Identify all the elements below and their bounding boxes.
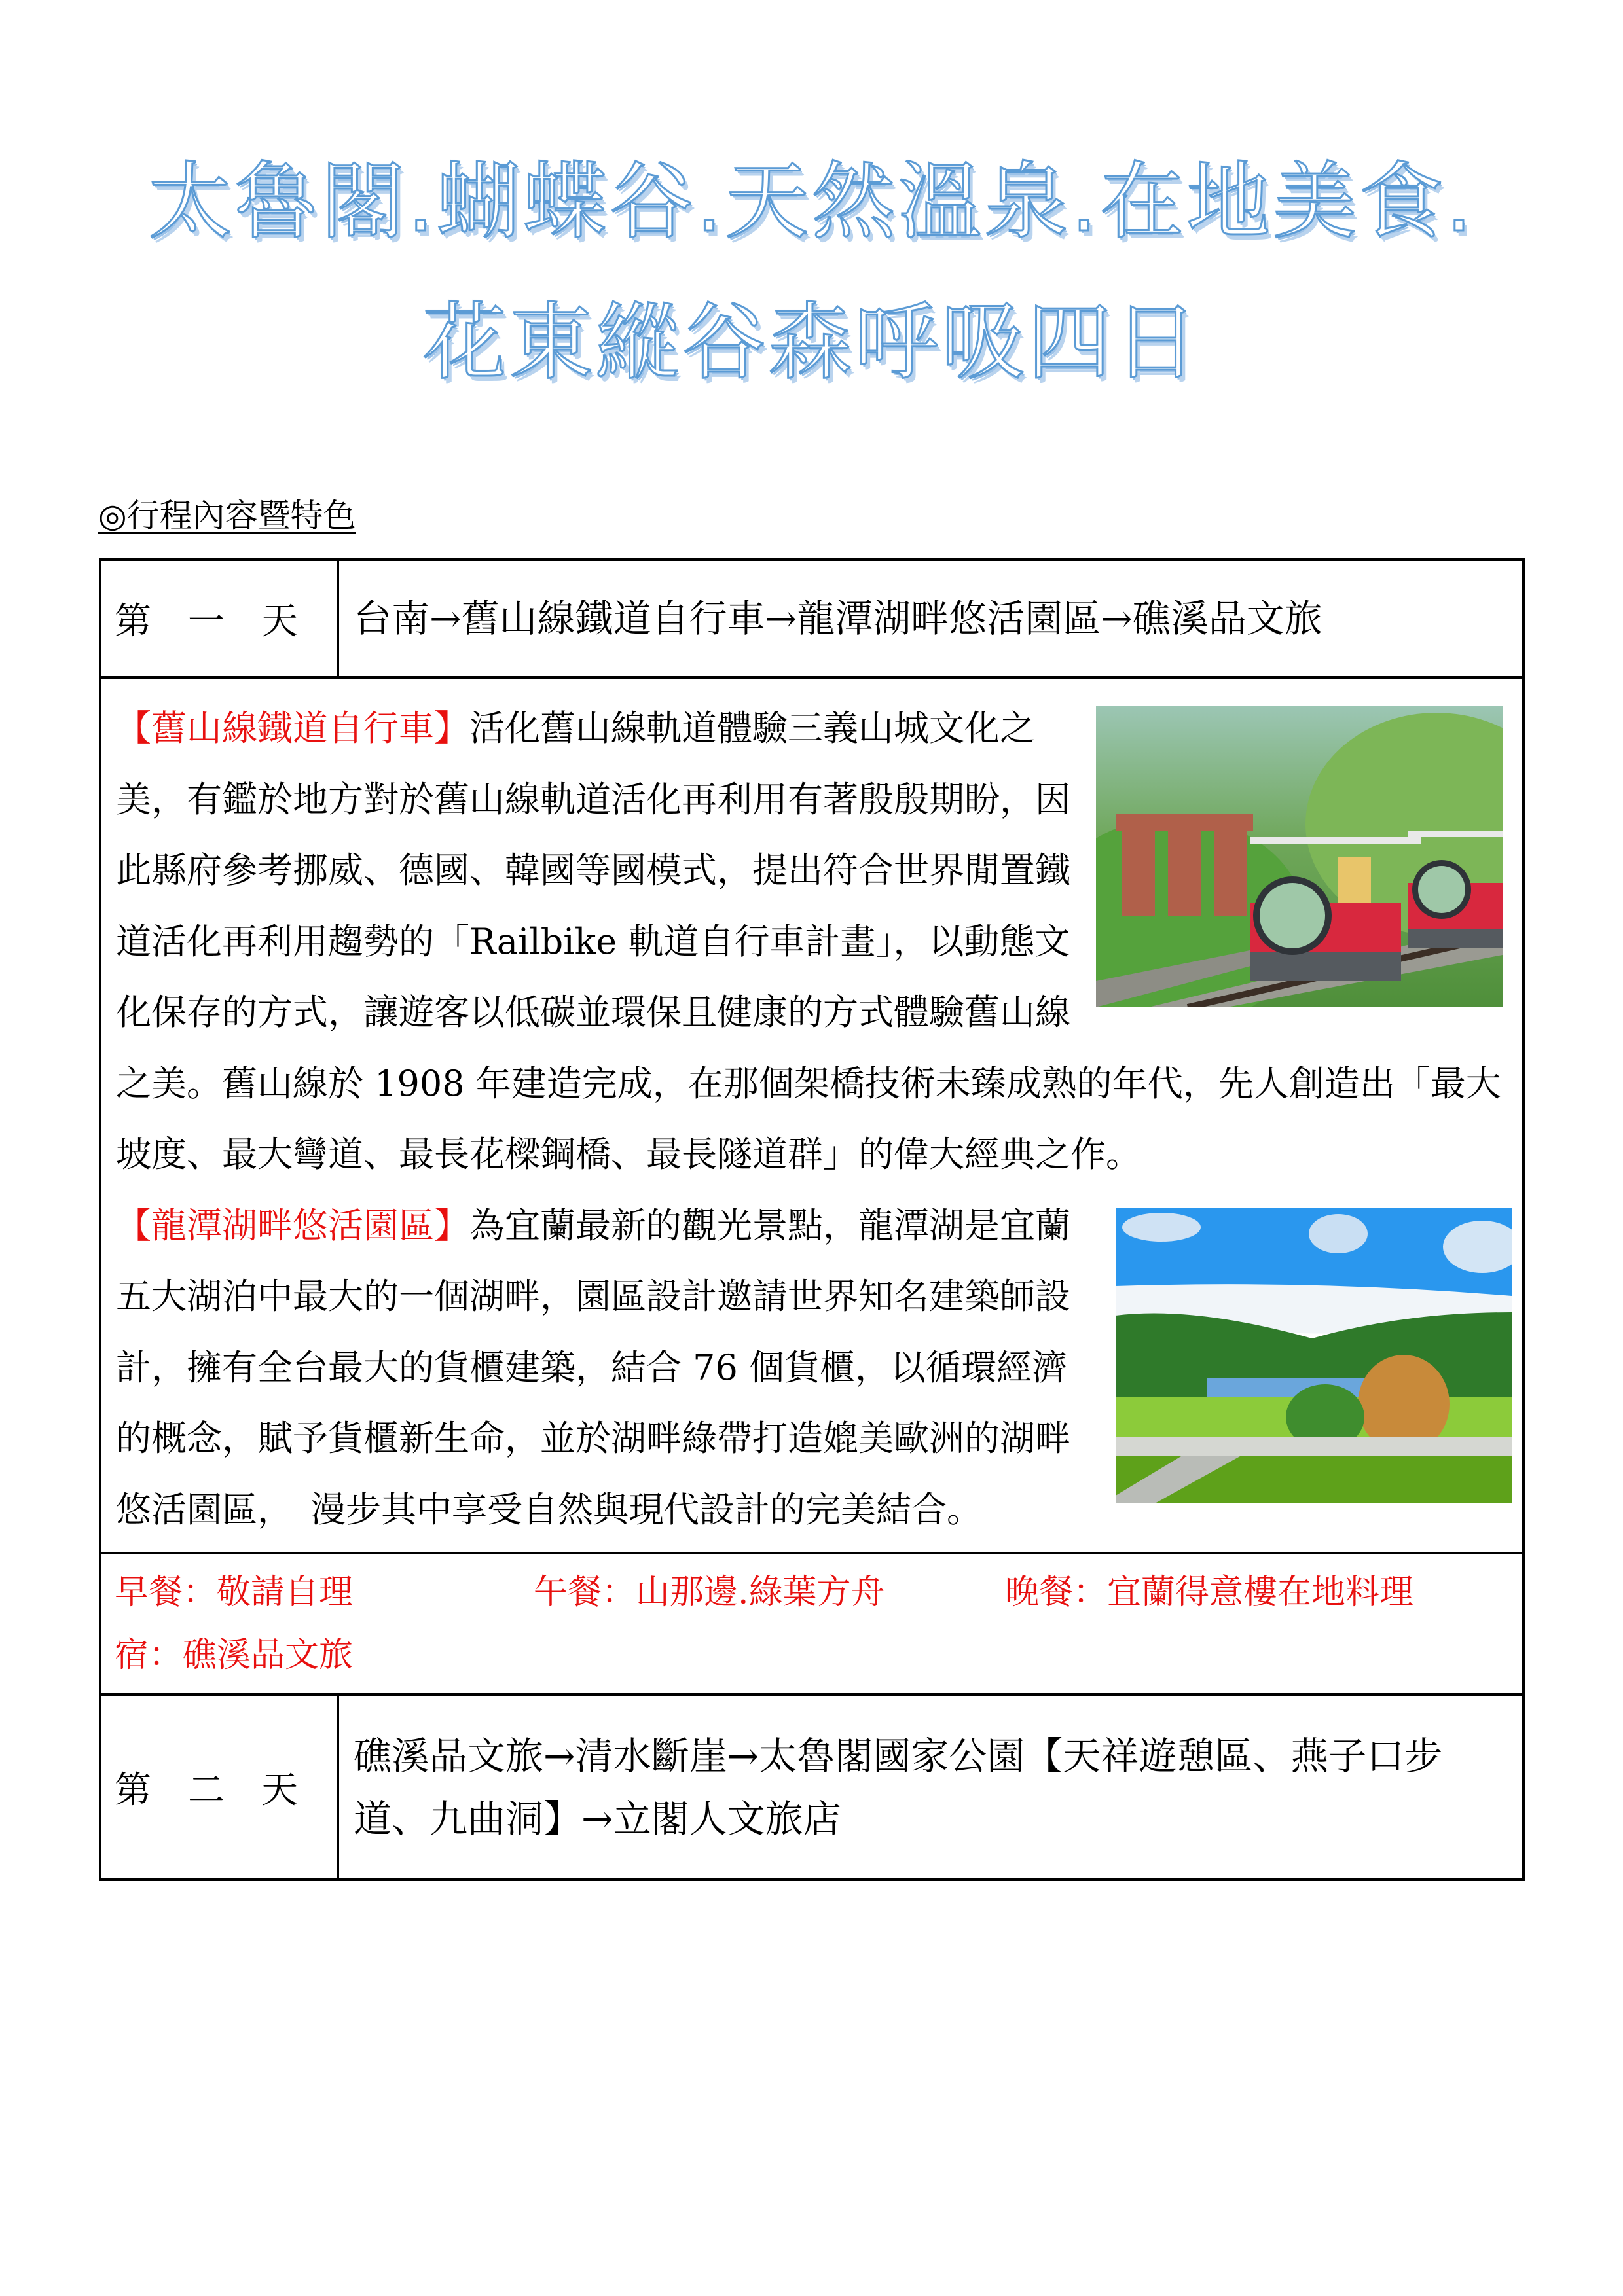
day-1-meals-row — [100, 1553, 1523, 1695]
attraction-name-railbike: 【舊山線鐵道自行車】 — [116, 708, 469, 749]
attraction-name-lake-park: 【龍潭湖畔悠活園區】 — [116, 1204, 469, 1246]
day-2-label: 第 二 天 — [100, 1695, 338, 1880]
breakfast-info: 早餐：敬請自理 — [115, 1573, 354, 1612]
day-1-label: 第 一 天 — [100, 560, 338, 677]
lunch-info: 午餐：山那邊.綠葉方舟 — [534, 1573, 885, 1612]
day-1-meals — [100, 1553, 1523, 1695]
day-1-header-row — [100, 560, 1523, 677]
attraction-text-railbike: 活化舊山線軌道體驗三義山城文化之美，有鑑於地方對於舊山線軌道活化再利用有著殷殷期盼，因此縣府參考挪威、德國、韓國等國模式，提出符合世界閒置鐵道活化再利用趨勢的「Railbike 軌道自行車計畫」，以動態文化保存的方式，讓遊客以低碳並環保且健康的方式體驗舊山線之美。舊山線於 1908 年建造完成，在那個架橋技術未臻成熟的年代，先人創造出「最大坡度、最大彎道、最長花樑鋼橋、最長隧道群」的偉大經典之作。 — [116, 708, 1501, 1175]
lake-park-photo — [1116, 1208, 1512, 1503]
lodging-info: 宿：礁溪品文旅 — [115, 1636, 354, 1675]
dinner-info: 晚餐：宜蘭得意樓在地料理 — [1005, 1573, 1414, 1612]
day-1-body-row — [100, 677, 1523, 1553]
day-2-header-row — [100, 1695, 1523, 1880]
railbike-photo — [1096, 706, 1503, 1007]
attraction-text-lake-park: 為宜蘭最新的觀光景點，龍潭湖是宜蘭五大湖泊中最大的一個湖畔，園區設計邀請世界知名建築師設計，擁有全台最大的貨櫃建築，結合 76 個貨櫃，以循環經濟的概念，賦予貨櫃新生命，並於湖畔綠帶打造媲美歐洲的湖畔悠活園區， 漫步其中享受自然與現代設計的完美結合。 — [116, 1204, 1070, 1530]
itinerary-table — [99, 558, 1525, 1881]
day-2-route: 礁溪品文旅→清水斷崖→太魯閣國家公園【天祥遊憩區、燕子口步道、九曲洞】→立閣人文旅店 — [338, 1695, 1523, 1880]
day-1-description — [100, 677, 1523, 1553]
document-title-line-2: 花東縱谷森呼吸四日 — [422, 294, 1201, 391]
document-title-line-1: 太魯閣.蝴蝶谷.天然溫泉.在地美食. — [148, 153, 1475, 251]
day-1-route: 台南→舊山線鐵道自行車→龍潭湖畔悠活園區→礁溪品文旅 — [338, 560, 1523, 677]
section-heading: ◎行程內容暨特色 — [98, 497, 356, 535]
